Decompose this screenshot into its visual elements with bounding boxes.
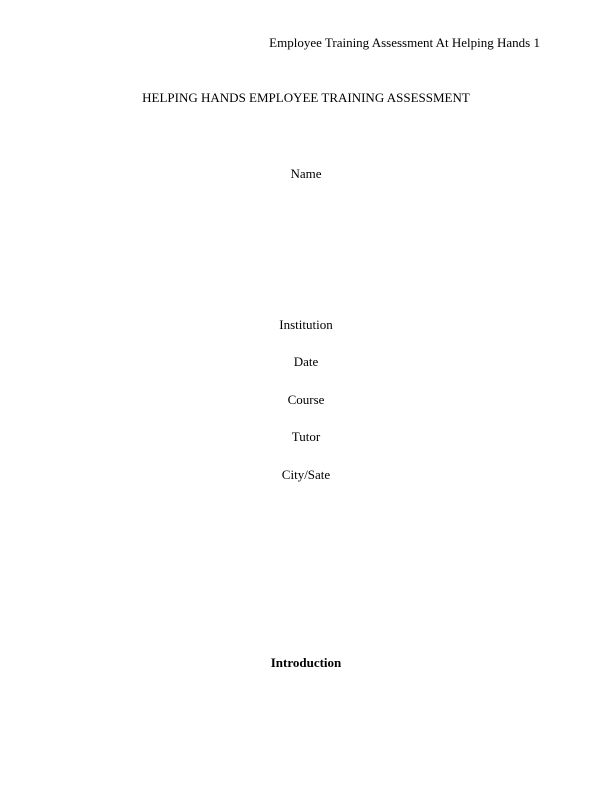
city-state: City/Sate (281, 467, 331, 482)
date: Date (293, 354, 319, 369)
course: Course (287, 392, 325, 407)
institution: Institution (279, 317, 333, 332)
running-head: Employee Training Assessment At Helping Hands 1 (269, 35, 540, 50)
author-name: Name (290, 166, 322, 181)
section-heading-introduction: Introduction (270, 655, 342, 670)
document-title: HELPING HANDS EMPLOYEE TRAINING ASSESSMENT (142, 90, 470, 105)
tutor: Tutor (291, 429, 321, 444)
